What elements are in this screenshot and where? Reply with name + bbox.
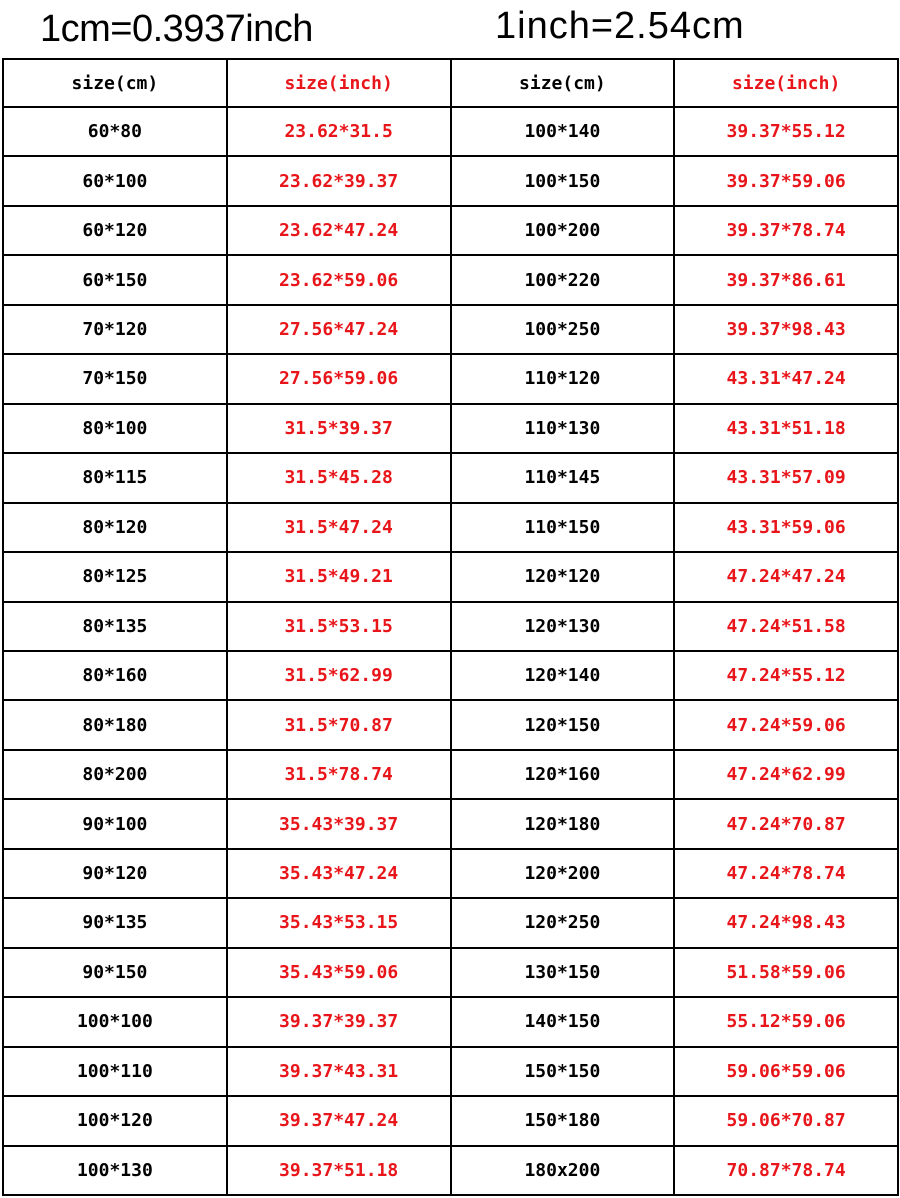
table-row	[3, 453, 898, 502]
cell-size-inch: 39.37*59.06	[674, 156, 898, 205]
table-body	[3, 107, 898, 1195]
cell-size-inch: 31.5*39.37	[227, 404, 451, 453]
cell-size-cm: 100*120	[3, 1096, 227, 1145]
table-row	[3, 1096, 898, 1145]
size-conversion-table	[2, 58, 899, 1196]
cell-size-cm: 130*150	[451, 948, 675, 997]
cell-size-inch: 47.24*70.87	[674, 799, 898, 848]
cell-size-cm: 90*150	[3, 948, 227, 997]
column-header-cm-2: size(cm)	[451, 59, 675, 107]
conversion-header	[0, 0, 900, 58]
cell-size-cm: 100*150	[451, 156, 675, 205]
cell-size-inch: 43.31*51.18	[674, 404, 898, 453]
table-row	[3, 799, 898, 848]
cell-size-inch: 23.62*59.06	[227, 255, 451, 304]
cell-size-cm: 100*140	[451, 107, 675, 156]
cell-size-inch: 43.31*57.09	[674, 453, 898, 502]
cell-size-cm: 120*200	[451, 849, 675, 898]
cell-size-cm: 80*160	[3, 651, 227, 700]
cell-size-inch: 39.37*51.18	[227, 1146, 451, 1195]
cell-size-cm: 120*130	[451, 602, 675, 651]
cell-size-cm: 180x200	[451, 1146, 675, 1195]
cell-size-cm: 70*120	[3, 305, 227, 354]
cell-size-cm: 100*200	[451, 206, 675, 255]
cell-size-inch: 39.37*55.12	[674, 107, 898, 156]
table-row	[3, 602, 898, 651]
table-row	[3, 404, 898, 453]
cell-size-inch: 39.37*86.61	[674, 255, 898, 304]
column-header-inch-2: size(inch)	[674, 59, 898, 107]
cell-size-cm: 110*120	[451, 354, 675, 403]
cell-size-inch: 59.06*59.06	[674, 1047, 898, 1096]
cell-size-cm: 90*120	[3, 849, 227, 898]
table-row	[3, 651, 898, 700]
cell-size-inch: 39.37*98.43	[674, 305, 898, 354]
table-row	[3, 750, 898, 799]
cell-size-inch: 35.43*47.24	[227, 849, 451, 898]
column-header-cm-1: size(cm)	[3, 59, 227, 107]
cell-size-cm: 100*100	[3, 997, 227, 1046]
cell-size-inch: 27.56*47.24	[227, 305, 451, 354]
cell-size-cm: 80*120	[3, 503, 227, 552]
cell-size-cm: 140*150	[451, 997, 675, 1046]
cell-size-cm: 80*135	[3, 602, 227, 651]
cell-size-cm: 150*150	[451, 1047, 675, 1096]
table-row	[3, 255, 898, 304]
table-row	[3, 206, 898, 255]
table-row	[3, 700, 898, 749]
cell-size-cm: 110*130	[451, 404, 675, 453]
cell-size-inch: 39.37*78.74	[674, 206, 898, 255]
table-row	[3, 948, 898, 997]
cell-size-inch: 47.24*78.74	[674, 849, 898, 898]
cell-size-cm: 100*250	[451, 305, 675, 354]
table-row	[3, 552, 898, 601]
cell-size-inch: 47.24*51.58	[674, 602, 898, 651]
cell-size-inch: 39.37*39.37	[227, 997, 451, 1046]
cell-size-inch: 35.43*59.06	[227, 948, 451, 997]
table-header-row	[3, 59, 898, 107]
cell-size-cm: 100*130	[3, 1146, 227, 1195]
cell-size-cm: 110*145	[451, 453, 675, 502]
cell-size-cm: 120*250	[451, 898, 675, 947]
cell-size-inch: 27.56*59.06	[227, 354, 451, 403]
cell-size-inch: 31.5*78.74	[227, 750, 451, 799]
cell-size-inch: 31.5*62.99	[227, 651, 451, 700]
table-row	[3, 849, 898, 898]
cell-size-inch: 70.87*78.74	[674, 1146, 898, 1195]
cell-size-cm: 120*140	[451, 651, 675, 700]
cell-size-inch: 31.5*49.21	[227, 552, 451, 601]
cm-to-inch-note: 1cm=0.3937inch	[40, 8, 313, 50]
cell-size-inch: 31.5*45.28	[227, 453, 451, 502]
cell-size-cm: 100*110	[3, 1047, 227, 1096]
cell-size-cm: 110*150	[451, 503, 675, 552]
table-row	[3, 1146, 898, 1195]
table-row	[3, 997, 898, 1046]
cell-size-cm: 120*160	[451, 750, 675, 799]
cell-size-inch: 39.37*43.31	[227, 1047, 451, 1096]
cell-size-cm: 90*100	[3, 799, 227, 848]
cell-size-inch: 43.31*47.24	[674, 354, 898, 403]
cell-size-cm: 150*180	[451, 1096, 675, 1145]
cell-size-cm: 60*120	[3, 206, 227, 255]
cell-size-cm: 60*150	[3, 255, 227, 304]
cell-size-inch: 31.5*47.24	[227, 503, 451, 552]
table-row	[3, 1047, 898, 1096]
cell-size-cm: 80*100	[3, 404, 227, 453]
cell-size-inch: 59.06*70.87	[674, 1096, 898, 1145]
cell-size-cm: 120*180	[451, 799, 675, 848]
inch-to-cm-note: 1inch=2.54cm	[495, 5, 745, 47]
cell-size-cm: 60*80	[3, 107, 227, 156]
cell-size-cm: 120*150	[451, 700, 675, 749]
cell-size-inch: 31.5*70.87	[227, 700, 451, 749]
cell-size-inch: 47.24*98.43	[674, 898, 898, 947]
cell-size-inch: 47.24*47.24	[674, 552, 898, 601]
cell-size-cm: 80*115	[3, 453, 227, 502]
cell-size-inch: 23.62*39.37	[227, 156, 451, 205]
cell-size-inch: 23.62*47.24	[227, 206, 451, 255]
table-row	[3, 354, 898, 403]
table-row	[3, 156, 898, 205]
cell-size-inch: 23.62*31.5	[227, 107, 451, 156]
cell-size-cm: 80*180	[3, 700, 227, 749]
cell-size-cm: 80*200	[3, 750, 227, 799]
cell-size-inch: 35.43*39.37	[227, 799, 451, 848]
cell-size-cm: 80*125	[3, 552, 227, 601]
cell-size-inch: 51.58*59.06	[674, 948, 898, 997]
cell-size-inch: 39.37*47.24	[227, 1096, 451, 1145]
cell-size-cm: 70*150	[3, 354, 227, 403]
cell-size-inch: 47.24*62.99	[674, 750, 898, 799]
cell-size-cm: 90*135	[3, 898, 227, 947]
cell-size-cm: 120*120	[451, 552, 675, 601]
cell-size-inch: 55.12*59.06	[674, 997, 898, 1046]
column-header-inch-1: size(inch)	[227, 59, 451, 107]
cell-size-cm: 100*220	[451, 255, 675, 304]
table-row	[3, 107, 898, 156]
cell-size-inch: 47.24*55.12	[674, 651, 898, 700]
cell-size-cm: 60*100	[3, 156, 227, 205]
cell-size-inch: 35.43*53.15	[227, 898, 451, 947]
cell-size-inch: 43.31*59.06	[674, 503, 898, 552]
table-row	[3, 503, 898, 552]
table-row	[3, 898, 898, 947]
cell-size-inch: 31.5*53.15	[227, 602, 451, 651]
cell-size-inch: 47.24*59.06	[674, 700, 898, 749]
table-row	[3, 305, 898, 354]
